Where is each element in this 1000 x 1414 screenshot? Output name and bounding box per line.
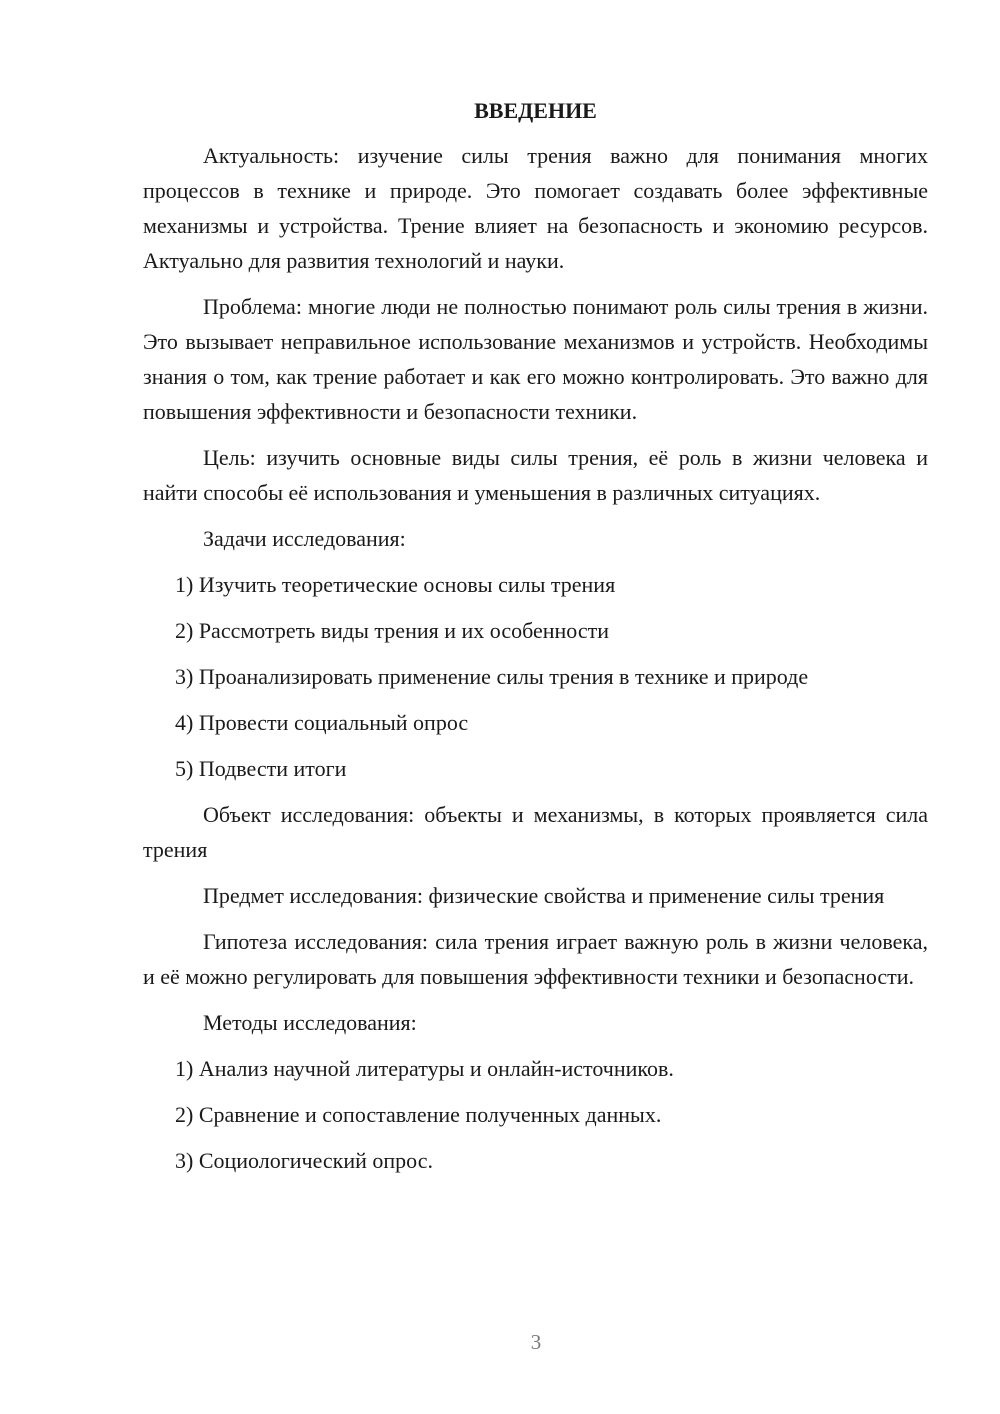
page-number: 3	[530, 1330, 542, 1354]
method-item: 2) Сравнение и сопоставление полученных данных.	[175, 1102, 662, 1127]
tasks-list	[143, 567, 928, 786]
method-item: 3) Социологический опрос.	[175, 1148, 433, 1173]
task-item: 4) Провести социальный опрос	[175, 710, 469, 735]
tasks-label: Задачи исследования:	[203, 526, 406, 551]
subject-paragraph: Предмет исследования: физические свойства и применение силы трения	[203, 883, 885, 908]
task-item: 5) Подвести итоги	[175, 756, 347, 781]
section-title: ВВЕДЕНИЕ	[474, 98, 597, 123]
task-item: 2) Рассмотреть виды трения и их особенности	[175, 618, 610, 643]
problem-paragraph: Проблема: многие люди не полностью понимают роль силы трения в жизни. Это вызывает неправильное использование механизмов и устройств. Необходимы знания о том, как трение работает и как его можно контролировать. Это важно для повышения эффективности и безопасности техники.	[143, 294, 928, 424]
hypothesis-paragraph: Гипотеза исследования: сила трения играет важную роль в жизни человека, и её можно регулировать для повышения эффективности техники и безопасности.	[143, 929, 928, 989]
method-item: 1) Анализ научной литературы и онлайн-источников.	[175, 1056, 674, 1081]
page-content	[143, 93, 928, 1189]
relevance-paragraph: Актуальность: изучение силы трения важно для понимания многих процессов в технике и природе. Это помогает создавать более эффективные механизмы и устройства. Трение влияет на безопасность и экономию ресурсов. Актуально для развития технологий и науки.	[143, 143, 928, 273]
methods-label: Методы исследования:	[203, 1010, 417, 1035]
object-paragraph: Объект исследования: объекты и механизмы, в которых проявляется сила трения	[143, 802, 928, 862]
task-item: 1) Изучить теоретические основы силы трения	[175, 572, 616, 597]
methods-list	[143, 1051, 928, 1178]
goal-paragraph: Цель: изучить основные виды силы трения, её роль в жизни человека и найти способы её использования и уменьшения в различных ситуациях.	[143, 445, 928, 505]
task-item: 3) Проанализировать применение силы трения в технике и природе	[175, 664, 809, 689]
